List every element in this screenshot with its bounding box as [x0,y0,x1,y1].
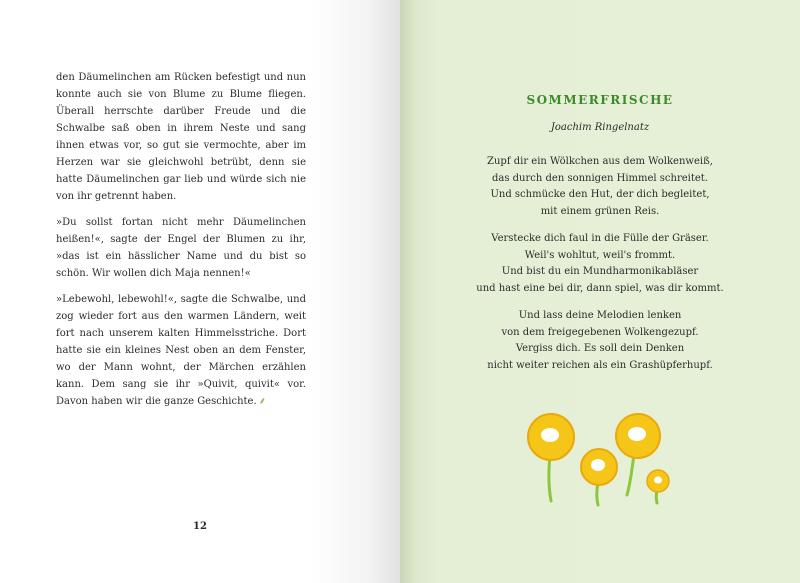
paragraph-text: »Lebewohl, lebewohl!«, sagte die Schwalbe, und zog wieder fort aus den warmen Ländern, weit fort nach unserem kalten Himmelsstriche. Dort hatte sie ein kleines Nest oben an dem Fenster, wo der Mann wohnt, der Märchen erzählen kann. Dem sang sie ihr »Quivit, quivit« vor. Davon haben wir die ganze Geschichte. [56,294,306,407]
poem-line: von dem freigegebenen Wolkengezupf. [501,326,699,338]
poem-stanza [450,231,750,297]
paragraph [56,291,306,410]
poem-line: Vergiss dich. Es soll dein Denken [515,343,685,354]
poem [450,154,750,385]
paragraph: »Du sollst fortan nicht mehr Däumelinchen heißen!«, sagte der Engel der Blumen zu ihr, »das ist ein hässlicher Name und du bist so schön. Wir wollen dich Maja nennen!« [56,217,306,279]
poem-line: Zupf dir ein Wölkchen aus dem Wolkenweiß, [487,156,713,167]
poem-author: Joachim Ringelnatz [550,122,650,133]
leaf-end-mark-icon: ⸙ [258,396,267,407]
poem-line: und hast eine bei dir, dann spiel, was dir kommt. [476,282,724,294]
flower-small [647,470,669,492]
paragraph: den Däumelinchen am Rücken befestigt und nun konnte auch sie von Blume zu Blume fliegen. Überall herrschte darüber Freude und die Schwalbe saß oben in ihrem Neste und sang ihnen etwas vor, so gut sie vermochte, aber im Herzen war sie gleichwohl betrübt, denn sie hatte Däumelinchen gar lieb und würde sich nie von ihr getrennt haben. [56,72,306,202]
poem-line: das durch den sonnigen Himmel schreitet. [491,172,708,184]
poem-stanza [450,154,750,220]
poem-line: nicht weiter reichen als ein Grashüpferhupf. [487,359,713,371]
flower-large-left [528,414,574,460]
poem-line: Verstecke dich faul in die Fülle der Gräser. [491,233,709,244]
page-number: 12 [193,521,207,532]
poem-line: mit einem grünen Reis. [540,205,660,217]
flower-middle [581,449,617,485]
poem-line: Und bist du ein Mundharmonikabläser [501,266,699,277]
poem-title: SOMMERFRISCHE [526,93,674,107]
poem-line: Weil's wohltut, weil's frommt. [524,249,676,261]
poem-stanza [450,308,750,374]
flower-large-right [616,414,660,458]
poem-line: Und lass deine Melodien lenken [518,310,682,321]
story-text [56,69,306,419]
poem-line: Und schmücke den Hut, der dich begleitet, [490,189,710,200]
yellow-flowers-icon [510,405,690,515]
